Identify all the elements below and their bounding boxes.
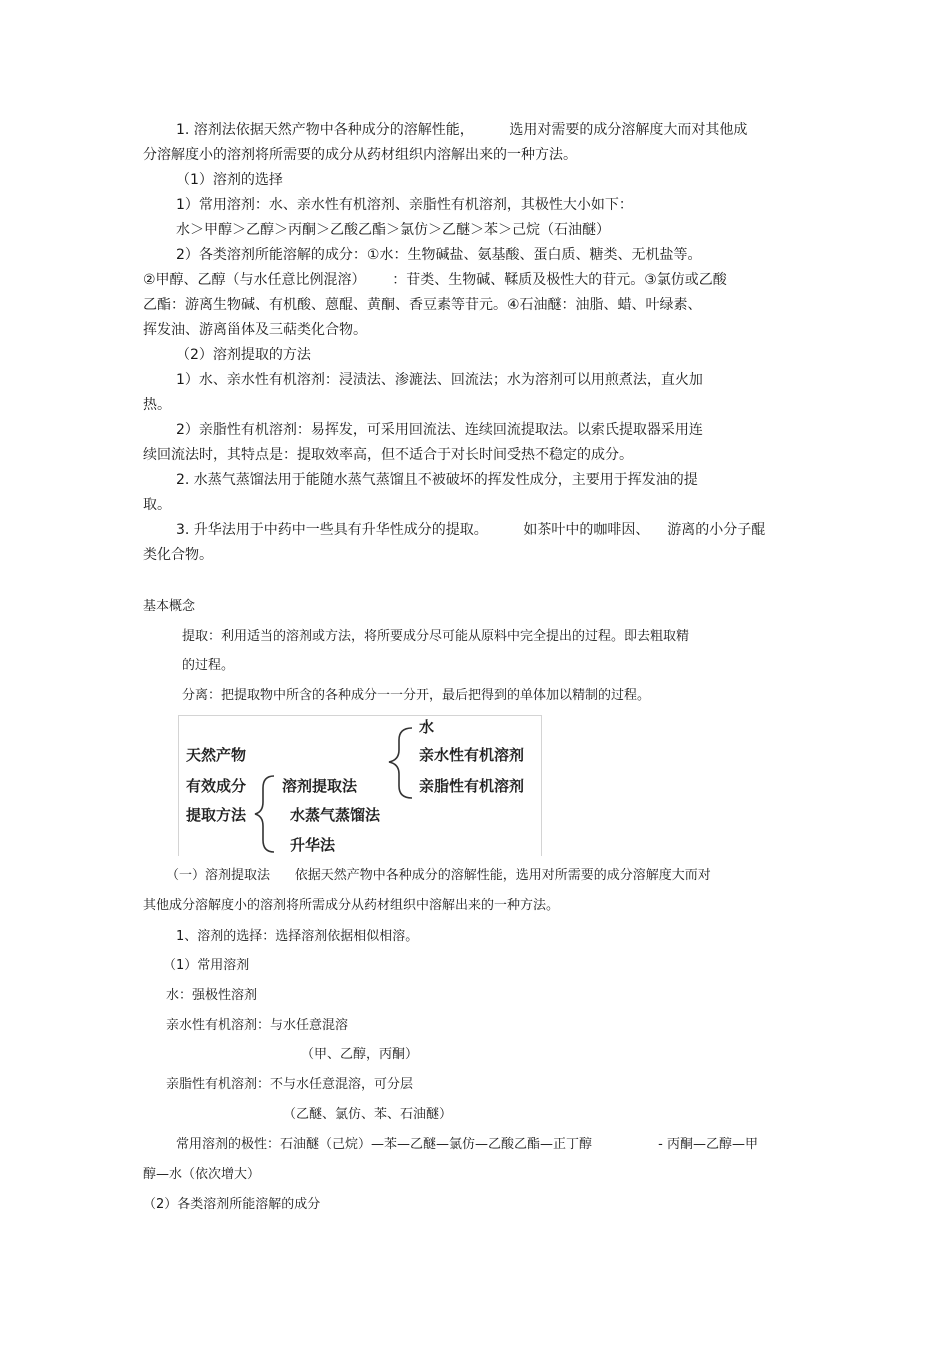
section-heading: （2）各类溶剂所能溶解的成分 — [143, 1197, 321, 1212]
text-line: 水：强极性溶剂 — [166, 988, 258, 1003]
diagram-method-steam: 水蒸气蒸馏法 — [290, 806, 381, 824]
extraction-methods-diagram — [178, 715, 542, 856]
text-line: 2. 水蒸气蒸馏法用于能随水蒸气蒸馏且不被破坏的挥发性成分，主要用于挥发油的提 — [176, 472, 698, 488]
text-line: 1、溶剂的选择：选择溶剂依据相似相溶。 — [176, 929, 419, 944]
text-line: 取。 — [143, 497, 171, 513]
text-line: 常用溶剂的极性：石油醚（己烷）—苯—乙醚—氯仿—乙酸乙酯—正丁醇 - 丙酮—乙醇—甲 — [176, 1137, 758, 1152]
text-line: 2）亲脂性有机溶剂：易挥发，可采用回流法、连续回流提取法。以索氏提取器采用连 — [176, 422, 703, 438]
text-line: 类化合物。 — [143, 547, 213, 563]
diagram-solvent-lipophilic: 亲脂性有机溶剂 — [419, 777, 525, 795]
text-line: ②甲醇、乙醇（与水任意比例混溶） ：苷类、生物碱、鞣质及极性大的苷元。③氯仿或乙酸 — [143, 272, 727, 288]
diagram-solvent-water: 水 — [419, 718, 435, 736]
text-line: 1）水、亲水性有机溶剂：浸渍法、渗漉法、回流法；水为溶剂可以用煎煮法，直火加 — [176, 372, 703, 388]
text-line: 热。 — [143, 397, 171, 413]
text-line: 挥发油、游离甾体及三萜类化合物。 — [143, 322, 367, 338]
text-line: 2）各类溶剂所能溶解的成分：①水：生物碱盐、氨基酸、蛋白质、糖类、无机盐等。 — [176, 247, 702, 263]
text-line: 亲水性有机溶剂：与水任意混溶 — [166, 1018, 349, 1033]
text-line: 乙酯：游离生物碱、有机酸、蒽醌、黄酮、香豆素等苷元。④石油醚：油脂、蜡、叶绿素、 — [143, 297, 702, 313]
text-line: 亲脂性有机溶剂：不与水任意混溶，可分层 — [166, 1077, 414, 1092]
text-line: 水＞甲醇＞乙醇＞丙酮＞乙酸乙酯＞氯仿＞乙醚＞苯＞己烷（石油醚） — [176, 222, 610, 238]
text-line: 提取：利用适当的溶剂或方法，将所要成分尽可能从原料中完全提出的过程。即去粗取精 — [182, 629, 690, 644]
section-heading: （2）溶剂提取的方法 — [176, 347, 311, 363]
diagram-root-line1: 天然产物 — [186, 746, 247, 764]
text-line: 1. 溶剂法依据天然产物中各种成分的溶解性能， 选用对需要的成分溶解度大而对其他成 — [176, 122, 748, 138]
text-line: 分离：把提取物中所含的各种成分一一分开，最后把得到的单体加以精制的过程。 — [182, 688, 651, 703]
text-line: 3. 升华法用于中药中一些具有升华性成分的提取。 如茶叶中的咖啡因、 游离的小分子醌 — [176, 522, 766, 538]
section-heading: （1）溶剂的选择 — [176, 172, 283, 188]
text-line: 1）常用溶剂：水、亲水性有机溶剂、亲脂性有机溶剂，其极性大小如下： — [176, 197, 633, 213]
text-line: 分溶解度小的溶剂将所需要的成分从药材组织内溶解出来的一种方法。 — [143, 147, 577, 163]
diagram-root-line2: 有效成分 — [186, 777, 247, 795]
text-line: 其他成分溶解度小的溶剂将所需成分从药材组织中溶解出来的一种方法。 — [143, 898, 560, 913]
section-heading: （1）常用溶剂 — [163, 958, 250, 973]
diagram-method-sublimation: 升华法 — [290, 836, 336, 854]
text-line: （甲、乙醇，丙酮） — [301, 1047, 419, 1062]
text-line: 的过程。 — [182, 658, 235, 673]
text-line: 续回流法时，其特点是：提取效率高，但不适合于对长时间受热不稳定的成分。 — [143, 447, 633, 463]
diagram-solvent-hydrophilic: 亲水性有机溶剂 — [419, 746, 525, 764]
text-line: 醇—水（依次增大） — [143, 1167, 261, 1182]
section-heading-basic-concepts: 基本概念 — [143, 599, 196, 614]
text-line: （乙醚、氯仿、苯、石油醚） — [283, 1107, 453, 1122]
diagram-root-line3: 提取方法 — [186, 806, 247, 824]
diagram-method-solvent: 溶剂提取法 — [282, 777, 358, 795]
section-heading-solvent-extraction: （一）溶剂提取法 依据天然产物中各种成分的溶解性能，选用对所需要的成分溶解度大而对 — [166, 868, 711, 883]
